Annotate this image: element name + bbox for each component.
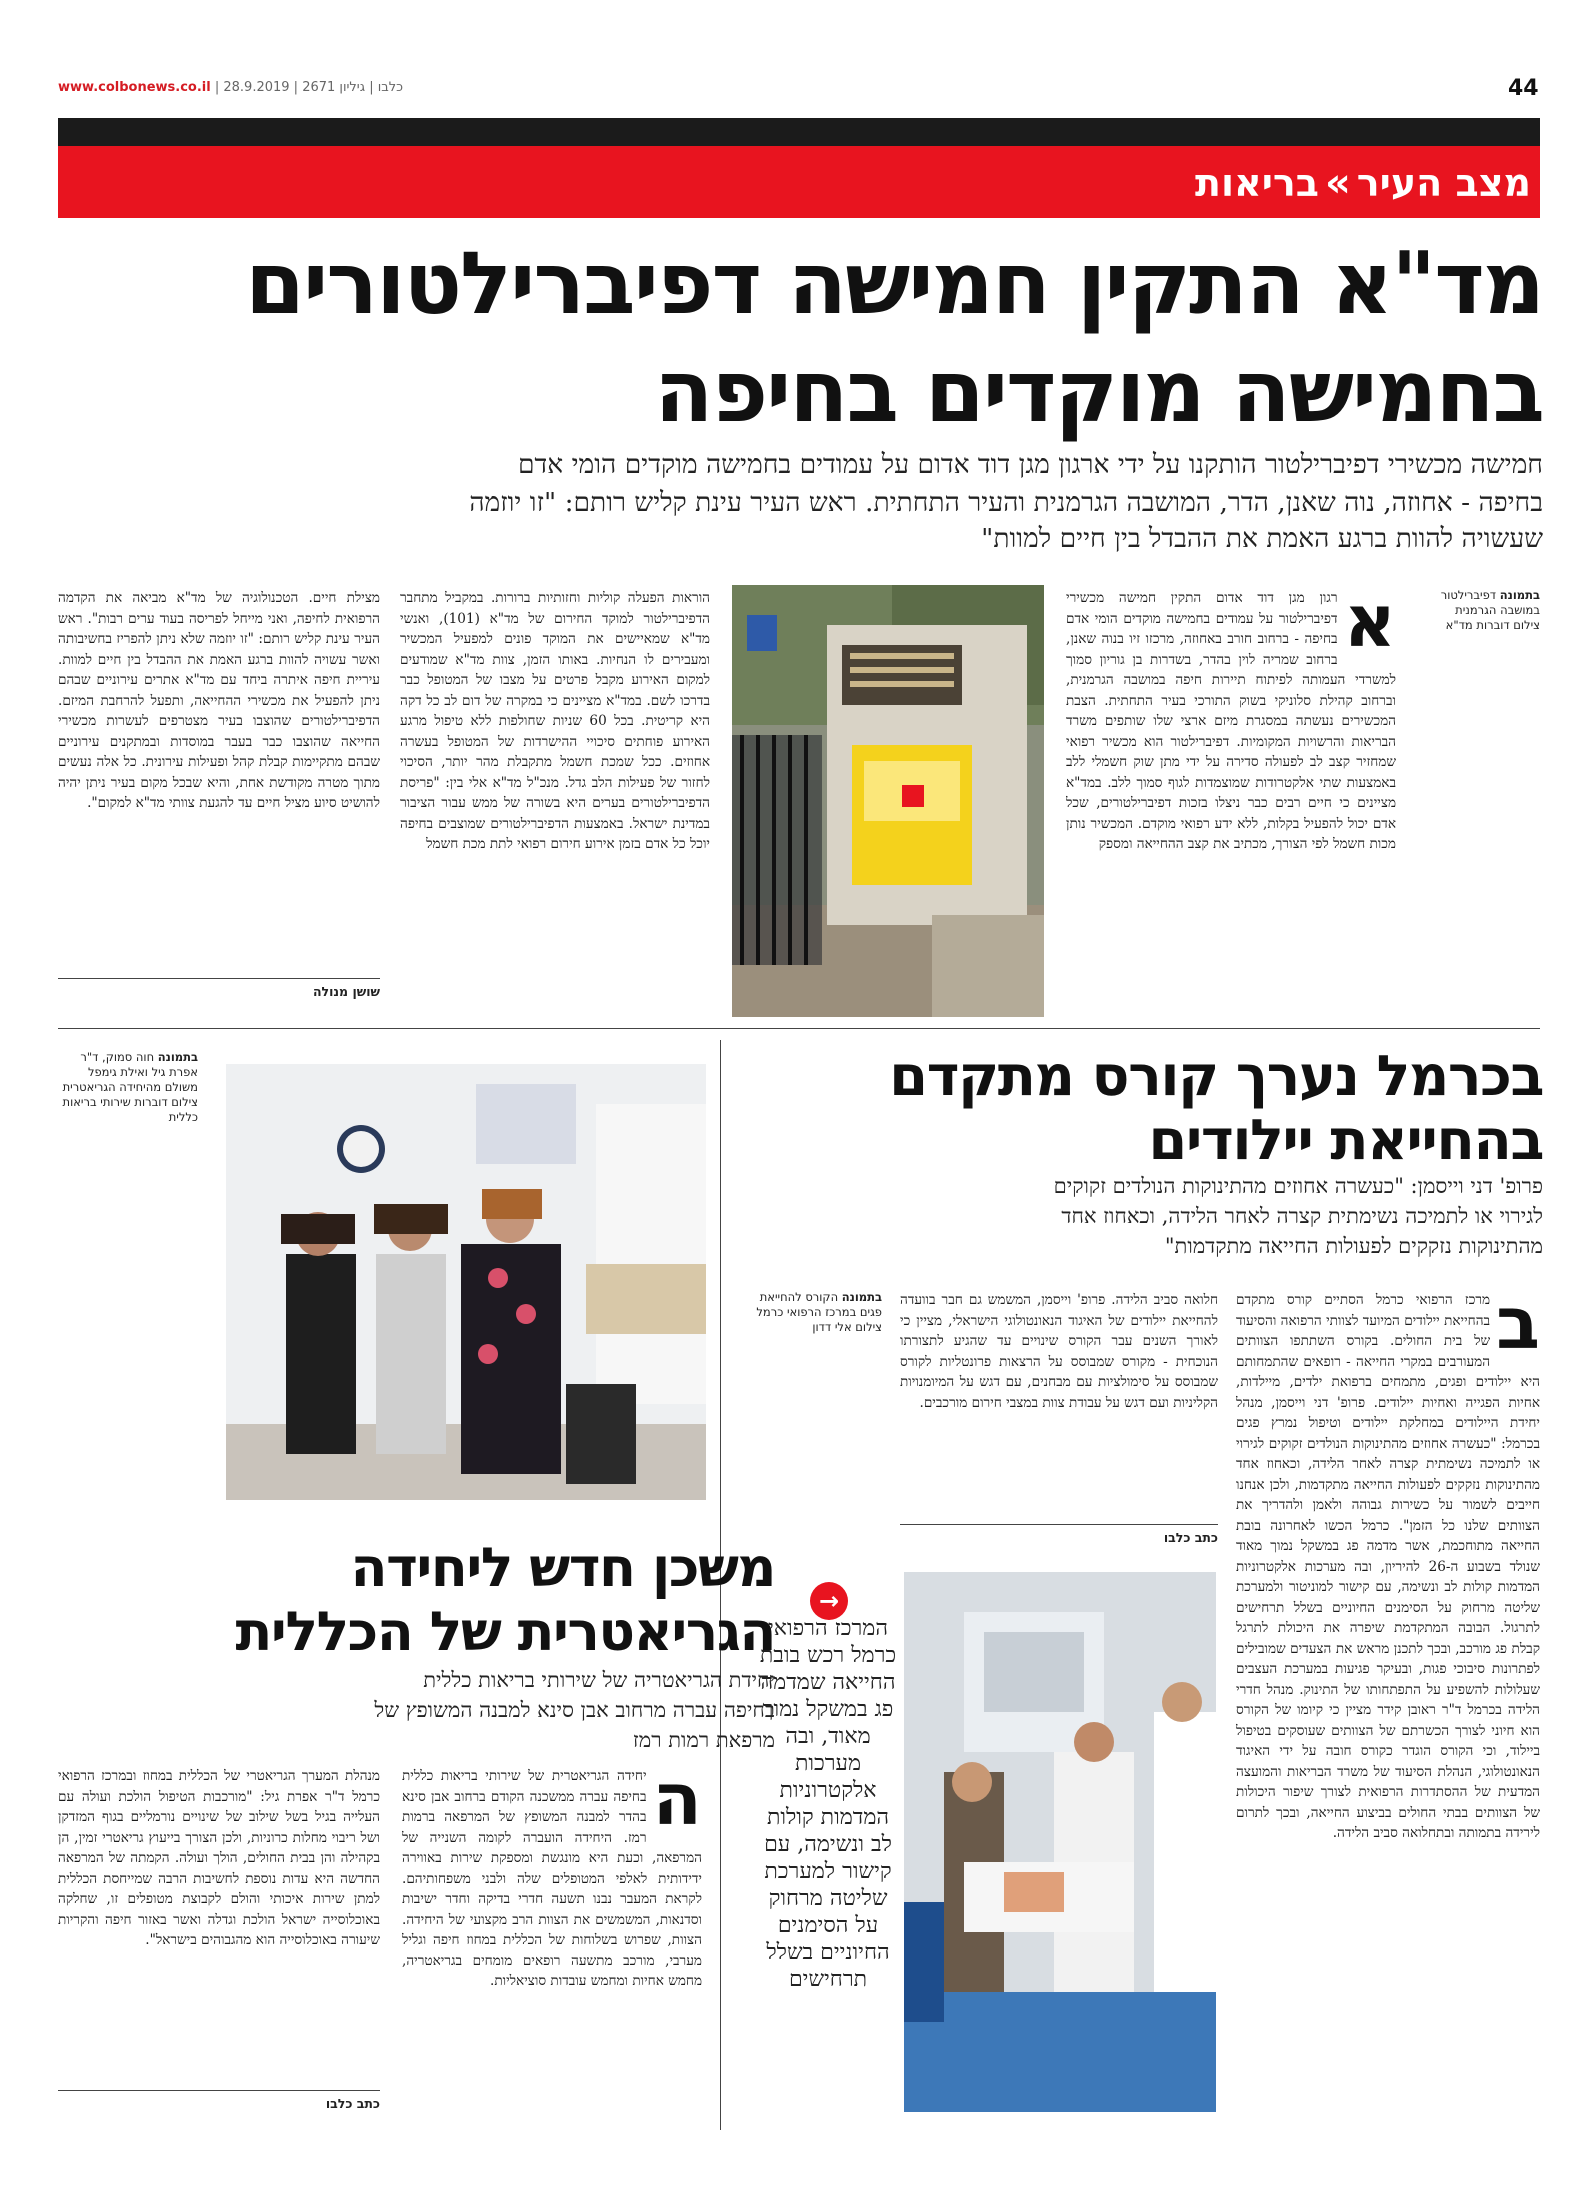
caption-credit: צילום דוברות מד"א	[1445, 618, 1540, 632]
story1-byline-rule	[58, 978, 380, 979]
story3-byline: כתב כלבו	[325, 2096, 380, 2111]
defibrillator-photo	[732, 585, 1044, 1017]
story1-col2-text: הוראות הפעלה קוליות וחזותיות ברורות. במקביל מתחבר הדפיברילטור למוקד החירום של מד"א (101), ואנשי מד"א שמאיישים את המוקד פונים למפעיל המכשיר ומעבירים לו הנחיות. באותו הזמן, צוות מד"א שמודעים למקום האירוע מקבל פרטים על מצבו של המטופל כבר בדרכו לשם. במד"א מציינים כי במקרה של דום לב כל דקה היא קריטית. בכל 60 שניות שחולפות ללא טיפול מרגע האירוע פוחתים סיכויי ההישרדות של המטופל בעשרה אחוזים. ככל שמכת חשמל מתקבלת מהר יותר, הסיכוי לחזור של פעילות הלב גדל. מנכ"ל מד"א אלי בין: "פריסת הדפיברילטורים בערים היא בשורה של ממש עבור הציבור במדינת ישראל. באמצעות הדפיברילטורים שמוצבים בחיפה יוכל כל אדם בזמן אירוע חירום רפואי לתת מכת חשמל	[400, 590, 710, 852]
caption-label: בתמונה	[1499, 588, 1540, 602]
geriatric-staff-photo	[226, 1064, 706, 1500]
story1-column-3	[58, 588, 380, 968]
caption-credit: צילום אלי דדון	[812, 1320, 882, 1334]
story2-photo-caption	[740, 1290, 882, 1335]
section-title	[1195, 150, 1531, 216]
caption-label: בתמונה	[157, 1050, 198, 1064]
story-divider	[58, 1028, 1540, 1029]
caption-text: הקורס להחייאת פגים במרכז הרפואי כרמל	[756, 1290, 882, 1319]
story1-photo-caption	[1410, 588, 1540, 633]
story1-subhead-line1: חמישה מכשירי דפיברילטור הותקנו על ידי ארגון מגן דוד אדום על עמודים בחמישה מוקדים הומי אדם	[518, 449, 1543, 480]
story2-byline-rule	[900, 1524, 1218, 1525]
story1-col1-text: רגון מגן דוד אדום התקין חמישה מכשירי דפיברילטור על עמודים בחמישה מוקדים הומי אדם בחיפה - ברחוב חורב באחוזה, מרכזו זיו בנוה שאנן, ברחוב שמריה לוין בהדר, בשדרות בן גוריון סמוך למשרדי העמותה לפיתוח תיירות חיפה במושבה הגרמנית, וברחוב קהילת סלוניקי בשוק התורכי בעיר התחתית. הצבת המכשירים נעשתה במסגרת מיזם ארצי שלו שותפים משרד הבריאות והרשויות המקומיות. דפיברילטור הוא מכשיר רפואי שמחזיר קצב לב לפעולה סדירה על ידי מתן שוק חשמלי ללב באמצעות שתי אלקטרודות שמוצמדות לגוף סמוך ללב. במד"א מציינים כי חיים רבים כבר ניצלו בזכות דפיברילטורים, שכל אדם יכול להפעיל בקלות, ללא ידע רפואי מוקדם. המכשיר נותן מכות חשמל לפי הצורך, מכתיב את קצב ההחייאה ומספק	[1066, 590, 1396, 852]
story3-headline-line2: הגריאטרית של הכללית	[235, 1600, 775, 1663]
story3-photo-caption	[58, 1050, 198, 1125]
story1-headline-line2: בחמישה מוקדים בחיפה	[654, 342, 1543, 442]
story1-subhead-line2: בחיפה - אחוזה, נוה שאנן, הדר, המושבה הגרמנית והעיר התחתית. ראש העיר עינת קליש רותם: "זו יוזמה	[469, 487, 1543, 518]
subsection-name: בריאות	[1195, 161, 1319, 205]
story1-col3-text: מצילת חיים. הטכנולוגיה של מד"א מביאה את הקדמה הרפואית לחיפה, ואני מייחל לפריסה בעוד ערים רבות". ראש העיר עינת קליש רותם: "זו יוזמה שלא ניתן להפריז בחשיבותה ואשר עשויה להוות ברגע האמת את ההבדל בין חיים למוות. עיריית חיפה איתרה ביחד עם מד"א אתרים עירוניים שבהם ניתן להפעיל את מכשירי ההחייאה, ותפעל להרחבת המיזם. הדפיברילטורים שהוצבו בעיר מצטרפים לעשרות מכשירי החייאה שהוצבו כבר בעבר במוסדות ובמתקנים עירוניים שבהם מתקיימות קבלת קהל ופעילות עירונית. כל אלה נעשים מתוך מטרה מקודשת אחת, והיא שבכל מקום בעיר ניתן יהיה להושיט סיוע מציל חיים עד להגעת צוותי מד"א למקום".	[58, 590, 380, 811]
story2-side-caption: המרכז הרפואי כרמל רכש בובת החייאה שמדמה פג במשקל נמוך מאוד, ובה מערכות אלקטרוניות המדמות קולות לב ונשימה, עם קישור למערכת שליטה מרחוק על הסימנים החיוניים בשלל תרחישים	[759, 1616, 897, 1992]
masthead-site	[58, 80, 403, 95]
story2-column-1	[1236, 1290, 1540, 2130]
arrow-icon: →	[810, 1582, 848, 1620]
story1-column-1	[1066, 588, 1396, 1020]
story2-col1-text: מרכז הרפואי כרמל הסתיים קורס מתקדם בהחייאת יילודים המיועד לצוותי הרפואה והסיעוד של בית החולים. בקורס השתתפו הצוותים המעורבים במקרי החייאה - רופאים שהתמחותם היא יילודים ופגים, מתמחים ברפואת ילדים, מיילדות, אחיות הפגייה ואחיות יילודים. פרופ' דני וייסמן, מנהל יחידת היילודים במחלקת יילודים וטיפול נמרץ פגים בכרמל: "כעשרה אחוזים מהתינוקות הנולדים זקוקים לגירוי או לתמיכה נשימתית קצרה לאחר הלידה, וכאחוז אחד מהתינוקות נזקקים לפעולות החייאה מתקדמות, ולכן אנחנו חייבים לשמור על כשירות גבוהה ולאמן ולהדריך את הצוותים שלנו כל הזמן". כרמל הכשו לאחרונה בובת החייאה מתוחכמת, אשר מדמה פג במשקל נמוך מאוד שנולד בשבוע ה-26 להיריון, ובה מערכות אלקטרוניות המדמות קולות לב ונשימה, עם קישור למוניטור ולמערכת שליטה מרחוק על הסימנים החיוניים בשלל תרחישים לתרגול. הבובה המתקדמת שיפרה את היכולת לתרגל קבלת פג מורכב, ובכך לתכנן מראש את הצעדים שמובילים לפתרונות סיבוכי פגות, ובעיקר פגיעות במערכת העצבים שעלולות להשפיע על התפתחותו של התינוק. מנהל חדרי הלידה בכרמל ד"ר ראובן קידר מציין כי קיומו של הקורס הוא חיוני לצורך הכשרתם של הצוותים שעוסקים בטיפול ביילוד, וכי הקורס הוגדר כקורס חובה על ידי האיגוד הנאונטולוגי, הנהלת הסיעוד של משרד הבריאות והמועצה המדעית של ההסתדרות הרפואית לצורך שיפור היכולות של הצוותים בבתי החולים בביצוע החייאה, ובכך לתרום לירידה בתמותה ובתחלואה סביב הלידה.	[1236, 1292, 1540, 1841]
story1-subhead-line3: שעשויה להוות ברגע האמת את ההבדל בין חיים למוות"	[981, 523, 1543, 554]
story1-byline: שושן מנולה	[312, 984, 380, 999]
story2-col2-text: חלואה סביב הלידה. פרופ' וייסמן, המשמש גם חבר בוועדה להחייאת יילודים של האיגוד הנאונטולוגי הישראלי, מציין כי לאורך השנים עבר הקורס שינויים עד שהגיע לתצורתו הנוכחית - מקורס שמבוסס על הרצאות פרונטליות לקורס שמבוסס על סימולציות עם מבחנים, עם דגש על המיומנויות הקליניות ועם דגש על עבודת צוות במצבי חירום מורכבים.	[900, 1292, 1218, 1411]
story3-dropcap: ה	[652, 1766, 702, 1841]
issue-meta: | כלבו | גיליון 2671 | 28.9.2019	[210, 80, 404, 95]
story3-col2-text: מנהלת המערך הגריאטרי של הכללית במחוז ובמרכז הרפואי כרמל ד"ר אפרת גיל: "מורכבות הטיפול הולכת ועולה עם העלייה בגיל בשל שילוב של שינויים נורמליים בגוף המזדקן ושל ריבוי מחלות כרוניות, ולכן הצורך בייעוץ גריאטרי זמין, הן בקהילה והן בבית החולים, הולך ועולה. הקמתה של המרפאה החדשה היא עדות נוספת לחשיבות הרבה שמייחסת הכללית למתן שירות איכותי והולם לקבוצת מטופלים זו, שחלקה באוכלוסייה ישראל הולכת וגדלה ואשר באזור חיפה והקריות שיעורה באוכלוסייה הוא מהגבוהים בישראל".	[58, 1768, 380, 1948]
story3-byline-rule	[58, 2090, 380, 2091]
story1-dropcap: א	[1343, 588, 1396, 663]
header-black-rule	[58, 118, 1540, 146]
story3-subhead-line3: מרפאת רמות רמז	[632, 1728, 775, 1752]
section-name: מצב העיר	[1356, 161, 1531, 205]
story3-headline-line1: משכן חדש ליחידה	[350, 1536, 775, 1599]
neonatal-course-photo-image	[904, 1572, 1216, 2112]
story3-column-2	[58, 1766, 380, 2076]
story2-subhead-line1: פרופ' דני וייסמן: "כעשרה אחוזים מהתינוקות הנולדים זקוקים	[1053, 1174, 1543, 1198]
story2-subhead-line3: מהתינוקות נזקקים לפעולות החייאה מתקדמות"	[1164, 1234, 1543, 1258]
caption-label: בתמונה	[841, 1290, 882, 1304]
story3-subhead-line2: בחיפה עברה מרחוב אבן סינא למבנה המשופץ של	[374, 1698, 775, 1722]
story2-column-2	[900, 1290, 1218, 1510]
story2-dropcap: ב	[1496, 1290, 1540, 1365]
story2-byline: כתב כלבו	[1163, 1530, 1218, 1545]
story3-column-1	[402, 1766, 702, 2114]
story3-col1-text: יחידה הגריאטרית של שירותי בריאות כללית בחיפה עברה ממשכנה הקודם ברחוב אבן סינא בהדר למבנה המשופץ של המרפאה ברמות רמז. היחידה הועברה לקומה השנייה של המרפאה, וכעת היא מונגשת ומספקת שירות באווירה ידידותית לאלפי המטופלים שלה ולבני משפחותיהם. לקראת המעבר נבנו תשעה חדרי בדיקה וחדר ישיבות וסדנאות, המשמשים את הצוות הרב מקצועי של היחידה. הצוות, שפרוש בשלוחות של הכללית במחוז חיפה וגליל מערבי, מורכב מתשעה רופאים מומחים בגריאטריה, מחמש אחיות ומחמש עובדות סוציאליות.	[402, 1768, 702, 1989]
story2-headline-line1: בכרמל נערך קורס מתקדם	[889, 1044, 1543, 1109]
caption-credit: צילום דוברות שירותי בריאות כללית	[62, 1095, 198, 1124]
geriatric-staff-photo-image	[226, 1064, 706, 1500]
caption-text: חוה סמוק, ד"ר אפרת גיל ואילת גימפל משולם מהיחידה הגריאטרית	[62, 1050, 198, 1094]
story1-headline-line1: מד"א התקין חמישה דפיברילטורים	[245, 234, 1543, 334]
story2-subhead-line2: לגירוי או לתמיכה נשימתית קצרה לאחר הלידה, וכאחוז אחד	[1061, 1204, 1543, 1228]
neonatal-course-photo	[904, 1572, 1216, 2112]
story2-headline-line2: בהחייאת יילודים	[1148, 1108, 1543, 1173]
story1-column-2	[400, 588, 710, 1008]
defibrillator-photo-image	[732, 585, 1044, 1017]
page-number: 44	[1508, 76, 1539, 101]
site-url[interactable]: www.colbonews.co.il	[58, 80, 211, 95]
chevron-double-icon: »	[1324, 160, 1351, 206]
caption-text: דפיברילטור במושבה הגרמנית	[1440, 588, 1540, 617]
story3-subhead-line1: יחידת הגריאטריה של שירותי בריאות כללית	[423, 1668, 775, 1692]
